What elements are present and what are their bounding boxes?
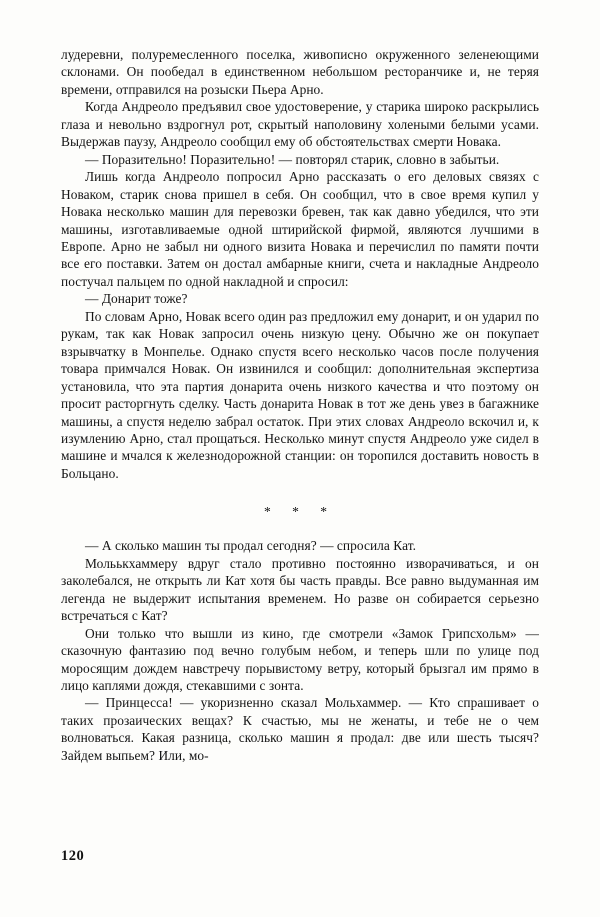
paragraph-4: Лишь когда Андреоло попросил Арно рассказать о его деловых связях с Новаком, старик снова пришел в себя. Он сообщил, что в свое время купил у Новака несколько машин для перевозки бревен, так как давно убедился, что эти машины, изготавливаемые одной штирийской фирмой, являются лучшими в Европе. Арно не забыл ни одного визита Новака и перечислил по памяти почти все его поставки. Затем он достал амбарные книги, счета и накладные Андреоло постучал пальцем по одной накладной и спросил: [61,169,539,289]
section-divider: * * * [264,504,336,520]
paragraph-9: Они только что вышли из кино, где смотрели «Замок Грипсхольм» — сказочную фантазию под вечно голубым небом, и теперь шли по улице под моросящим дождем навстречу порывистому ветру, который брызгал им прямо в лицо каплями дождя, стекавшими с зонта. [61,625,539,693]
paragraph-5: — Донарит тоже? [85,291,188,307]
paragraph-10: — Принцесса! — укоризненно сказал Мольхаммер. — Кто спрашивает о таких прозаических вещах? К счастью, мы не женаты, и тебе не о чем волноваться. Какая разница, сколько машин я продал: две или шесть тысяч? Зайдем выпьем? Или, мо- [61,695,539,763]
paragraph-8: Мольькхаммеру вдруг стало противно постоянно изворачиваться, и он заколебался, не открыть ли Кат хотя бы часть правды. Все равно выдуманная им легенда не выдержит испытания временем. Но разве он собирается серьезно встречаться с Кат? [61,555,539,624]
paragraph-3: — Поразительно! Поразительно! — повторял старик, словно в забытьи. [85,151,500,167]
paragraph-1: лудеревни, полуремесленного поселка, живописно окруженного зеленеющими склонами. Он пообедал в единственном небольшом ресторанчике и, не теряя времени, отправился на розыски Пьера Арно. [61,47,539,97]
paragraph-6: По словам Арно, Новак всего один раз предложил ему донарит, и он ударил по рукам, так как Новак запросил очень низкую цену. Обычно же он покупает взрывчатку в Монпелье. Однако спустя всего несколько часов после получения товара примчался Новак. Он извинился и сообщил: дополнительная экспертиза установила, что эта партия донарита очень низкого качества и что поэтому он просит расторгнуть сделку. Часть донарита Новак в тот же день увез в багажнике машины, а спустя неделю забрал остаток. При этих словах Андреоло вскочил и, к изумлению Арно, стал прощаться. Несколько минут спустя Андреоло уже сидел в машине и мчался к железнодорожной станции: он торопился доставить новость в Больцано. [61,308,539,481]
page-number: 120 [61,848,85,864]
paragraph-2: Когда Андреоло предъявил свое удостоверение, у старика широко раскрылись глаза и невольно вздрогнул рот, скрытый наполовину холеными белыми усами. Выдержав паузу, Андреоло сообщил ему об обстоятельствах смерти Новака. [61,99,539,150]
paragraph-7: — А сколько машин ты продал сегодня? — спросила Кат. [85,538,417,554]
text-column [61,46,539,764]
